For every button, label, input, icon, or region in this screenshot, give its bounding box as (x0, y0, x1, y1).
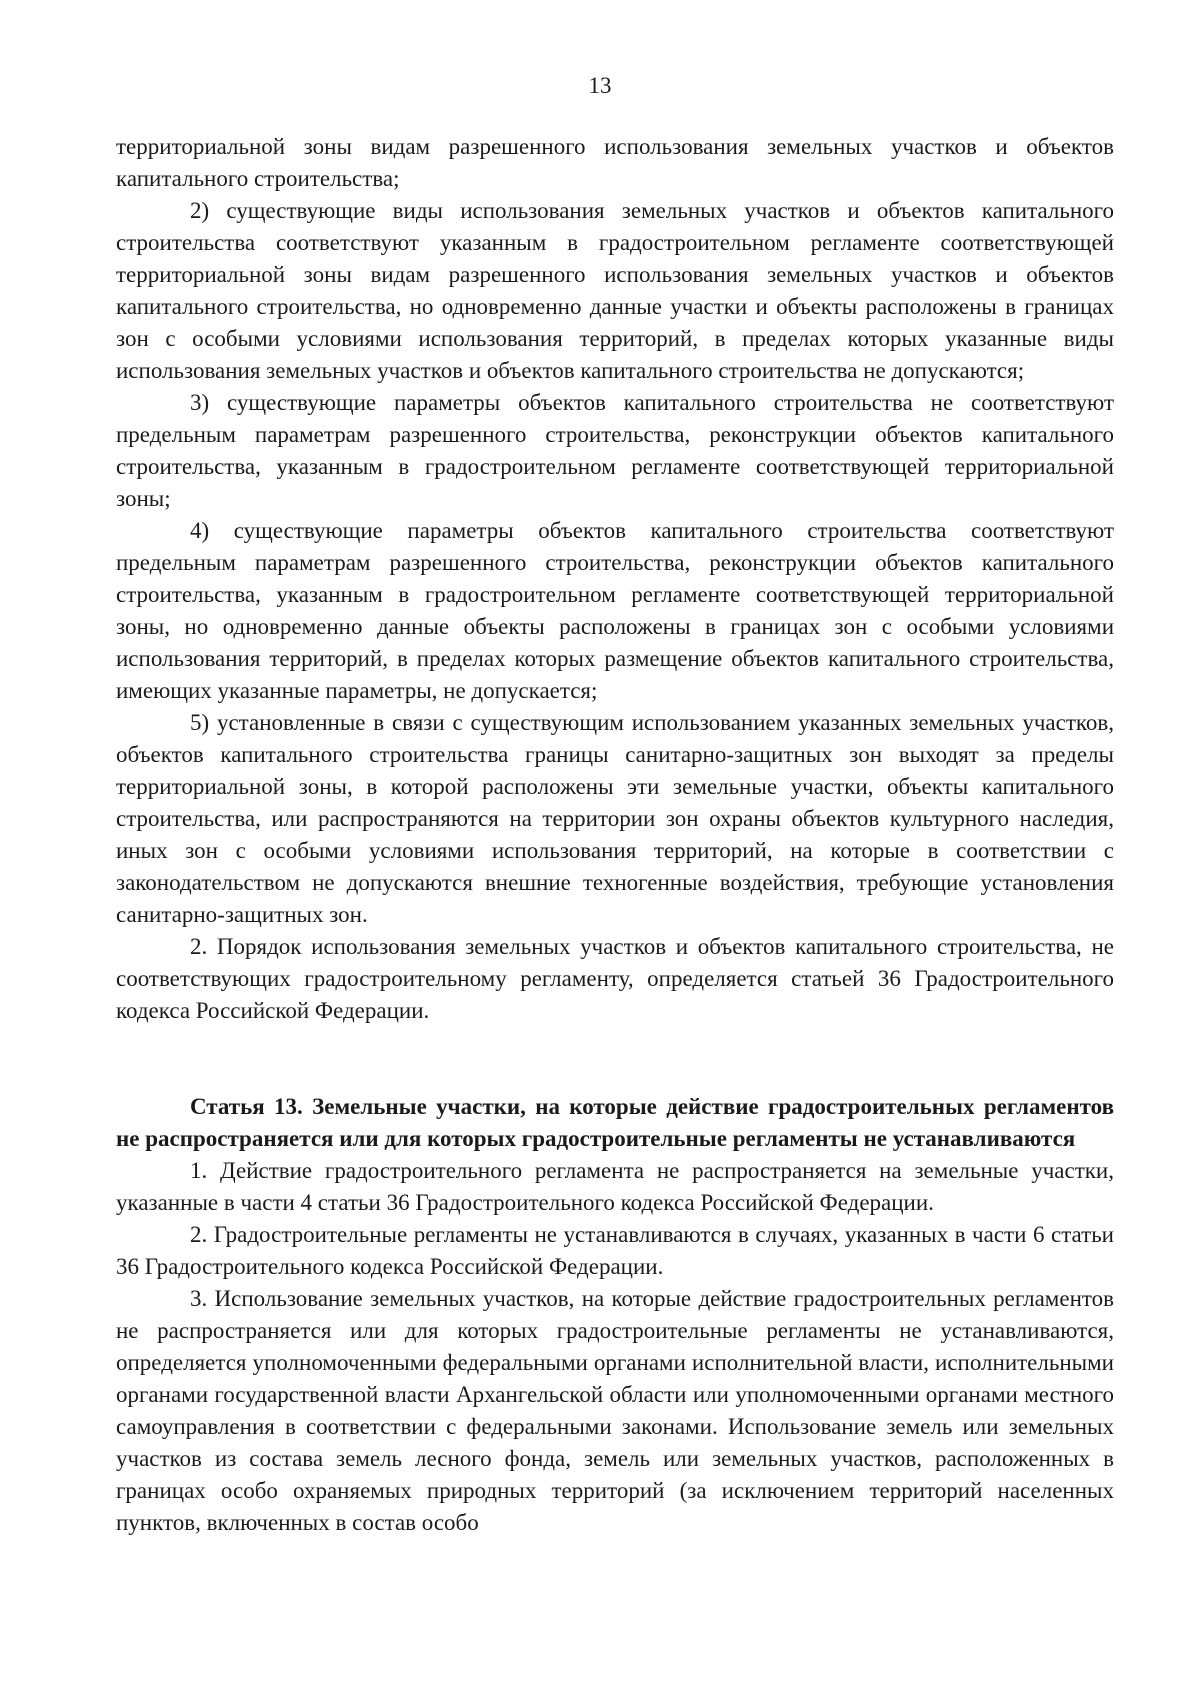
article-13-clause-1: 1. Действие градостроительного регламента не распространяется на земельные участки, указанные в части 4 статьи 36 Градостроительного кодекса Российской Федерации. (116, 1158, 1114, 1215)
document-body (116, 131, 1114, 1539)
paragraph-item-2: 2) существующие виды использования земельных участков и объектов капитального строительства соответствуют указанным в градостроительном регламенте соответствующей территориальной зоны видам разрешенного использования земельных участков и объектов капитального строительства, но одновременно данные участки и объекты расположены в границах зон с особыми условиями использования территорий, в пределах которых указанные виды использования земельных участков и объектов капитального строительства не допускаются; (116, 198, 1114, 383)
paragraph-clause-2: 2. Порядок использования земельных участков и объектов капитального строительства, не соответствующих градостроительному регламенту, определяется статьей 36 Градостроительного кодекса Российской Федерации. (116, 934, 1114, 1023)
paragraph-item-5: 5) установленные в связи с существующим использованием указанных земельных участков, объектов капитального строительства границы санитарно-защитных зон выходят за пределы территориальной зоны, в которой расположены эти земельные участки, объекты капитального строительства, или распространяются на территории зон охраны объектов культурного наследия, иных зон с особыми условиями использования территорий, на которые в соответствии с законодательством не допускаются внешние техногенные воздействия, требующие установления санитарно-защитных зон. (116, 710, 1114, 927)
section-spacer (116, 1027, 1114, 1091)
article-13-clause-3: 3. Использование земельных участков, на которые действие градостроительных регламентов не распространяется или для которых градостроительные регламенты не устанавливаются, определяется уполномоченными федеральными органами исполнительной власти, исполнительными органами государственной власти Архангельской области или уполномоченными органами местного самоуправления в соответствии с федеральными законами. Использование земель или земельных участков из состава земель лесного фонда, земель или земельных участков, расположенных в границах особо охраняемых природных территорий (за исключением территорий населенных пунктов, включенных в состав особо (116, 1286, 1114, 1535)
paragraph-item-4: 4) существующие параметры объектов капитального строительства соответствуют предельным параметрам разрешенного строительства, реконструкции объектов капитального строительства, указанным в градостроительном регламенте соответствующей территориальной зоны, но одновременно данные объекты расположены в границах зон с особыми условиями использования территорий, в пределах которых размещение объектов капитального строительства, имеющих указанные параметры, не допускается; (116, 518, 1114, 703)
article-13-clause-2: 2. Градостроительные регламенты не устанавливаются в случаях, указанных в части 6 статьи 36 Градостроительного кодекса Российской Федерации. (116, 1222, 1114, 1279)
paragraph-continuation: территориальной зоны видам разрешенного использования земельных участков и объектов капитального строительства; (116, 134, 1114, 191)
page-number: 13 (588, 73, 612, 98)
paragraph-item-3: 3) существующие параметры объектов капитального строительства не соответствуют предельным параметрам разрешенного строительства, реконструкции объектов капитального строительства, указанным в градостроительном регламенте соответствующей территориальной зоны; (116, 390, 1114, 511)
article-13-heading: Статья 13. Земельные участки, на которые действие градостроительных регламентов не распространяется или для которых градостроительные регламенты не устанавливаются (116, 1094, 1114, 1151)
